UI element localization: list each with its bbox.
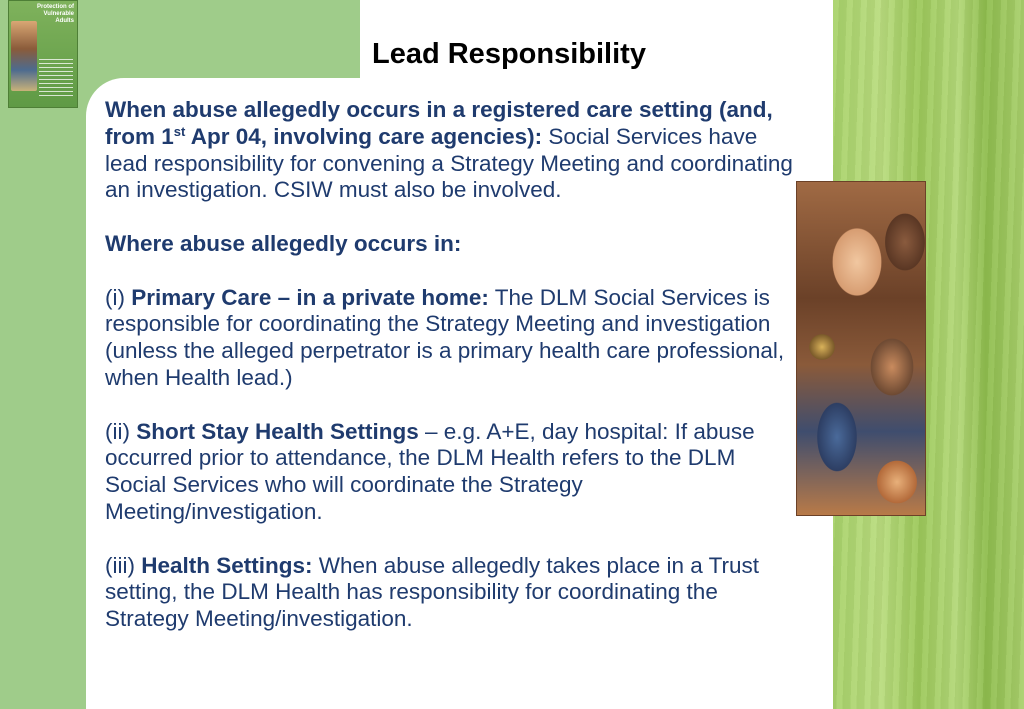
paragraph-registered-care [105, 97, 795, 204]
bold-lead: When abuse allegedly occurs in a registered care setting (and, from 1 [105, 97, 773, 149]
paragraph-where-abuse [105, 231, 795, 258]
item-prefix: (ii) [105, 418, 137, 444]
booklet-title [32, 4, 74, 25]
slide-body [105, 97, 795, 660]
paragraph-primary-care [105, 285, 795, 392]
paragraph-health-settings [105, 553, 795, 633]
paragraph-text: – e.g. A+E, day hospital: If abuse occurred prior to attendance, the DLM Health refers to the DLM Social Services who will coordinate the Strategy Meeting/investigation. [105, 418, 755, 524]
paragraph-short-stay [105, 419, 795, 526]
booklet-thumbnail [8, 0, 78, 108]
paragraph-text: Social Services have lead responsibility for convening a Strategy Meeting and coordinating an investigation. CSIW must also be involved. [105, 123, 793, 203]
bold-sup-wrap [174, 124, 186, 149]
paragraph-text: The DLM Social Services is responsible for coordinating the Strategy Meeting and investigation (unless the alleged perpetrator is a primary health care professional, when Health lead.) [105, 284, 785, 390]
superscript-st: st [173, 123, 186, 139]
booklet-title-line: Adults [55, 18, 74, 24]
item-prefix: (iii) [105, 552, 142, 578]
booklet-text-lines [39, 59, 73, 97]
item-prefix: (i) [105, 284, 132, 310]
item-heading: Health Settings: [141, 552, 313, 578]
item-heading: Primary Care – in a private home: [131, 284, 489, 310]
bold-heading: Where abuse allegedly occurs in: [105, 230, 462, 256]
booklet-title-line: Vulnerable [43, 11, 74, 17]
booklet-photo-strip [11, 21, 37, 91]
paragraph-text: When abuse allegedly takes place in a Trust setting, the DLM Health has responsibility for coordinating the Strategy Meeting/investigation. [105, 552, 760, 632]
slide-title: Lead Responsibility [372, 38, 646, 70]
booklet-title-line: Protection of [37, 4, 74, 10]
people-photo-collage [796, 181, 926, 516]
bold-lead-cont: Apr 04, involving care agencies): [185, 123, 543, 149]
item-heading: Short Stay Health Settings [136, 418, 419, 444]
